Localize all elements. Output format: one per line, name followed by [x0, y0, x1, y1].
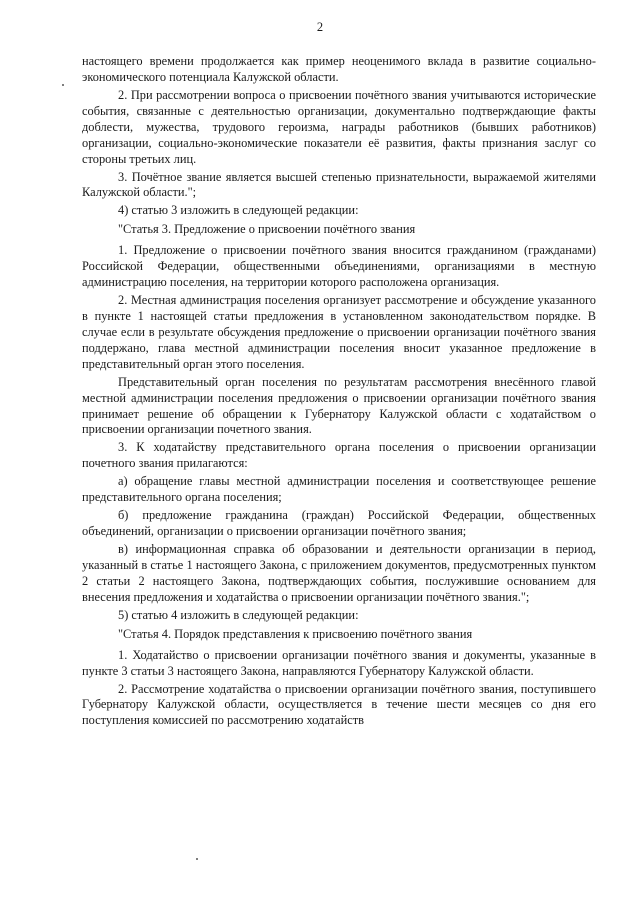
- article-4-heading: "Статья 4. Порядок представления к присвоению почётного звания: [118, 626, 473, 641]
- paragraph-continuation: настоящего времени продолжается как пример неоценимого вклада в развитие социально-экономического потенциала Калужской области.: [82, 54, 596, 84]
- paragraph-article4-item2: 2. Рассмотрение ходатайства о присвоении организации почётного звания, поступившего Губернатору Калужской области, осуществляется в течение шести месяцев со дня его поступления комиссией по рассмотрению ходатайств: [82, 681, 596, 728]
- paragraph-article4-item1: 1. Ходатайство о присвоении организации почётного звания и документы, указанные в пункте 3 статьи 3 настоящего Закона, направляются Губернатору Калужской области.: [82, 647, 596, 678]
- list-item-b: б) предложение гражданина (граждан) Российской Федерации, общественных объединений, организации о присвоении организации почётного звания;: [82, 508, 596, 539]
- paragraph-article2-item2: 2. При рассмотрении вопроса о присвоении почётного звания учитываются исторические события, связанные с деятельностью организации, документально подтверждающие факты доблести, мужества, трудового героизма, награды работников (бывших работников) организации, социально-экономические показатели её развития, факты признания заслуг со стороны третьих лиц.: [82, 87, 596, 166]
- scan-speck: [62, 84, 64, 86]
- paragraph-article3-item3: 3. К ходатайству представительного органа поселения о присвоении организации почетного звания прилагаются:: [82, 440, 596, 471]
- paragraph-article3-representative: Представительный орган поселения по результатам рассмотрения внесённого главой местной администрации поселения предложения о присвоении организации почётного звания принимает решение об обращении к Губернатору Калужской области с ходатайством о присвоении организации почетного звания.: [82, 374, 596, 437]
- paragraph-amendment-5: 5) статью 4 изложить в следующей редакции:: [118, 607, 359, 622]
- scan-speck: [196, 858, 198, 860]
- page-number: 2: [316, 20, 324, 34]
- paragraph-article3-item1: 1. Предложение о присвоении почётного звания вносится гражданином (гражданами) Российской Федерации, общественными объединениями, организациями в местную администрацию поселения, на территории которого расположена организация.: [82, 243, 596, 290]
- paragraph-article2-item3: 3. Почётное звание является высшей степенью признательности, выражаемой жителями Калужской области.";: [82, 169, 596, 200]
- list-item-c: в) информационная справка об образовании и деятельности организации в период, указанный в статье 1 настоящего Закона, с приложением документов, предусмотренных пунктом 2 статьи 2 настоящего Закона, подтверждающих события, послужившие основанием для внесения предложения и ходатайства о присвоении организации почётного звания.";: [82, 542, 596, 604]
- list-item-a: а) обращение главы местной администрации поселения и соответствующее решение представительного органа поселения;: [82, 474, 596, 505]
- document-body: [82, 54, 596, 731]
- paragraph-article3-item2: 2. Местная администрация поселения организует рассмотрение и обсуждение указанного в пункте 1 настоящей статьи предложения в установленном законодательством порядке. В случае если в результате обсуждения предложение о присвоении организации почётного звания поддержано, глава местной администрации поселения вносит указанное предложение в представительный орган этого поселения.: [82, 293, 596, 371]
- article-3-heading: "Статья 3. Предложение о присвоении почётного звания: [118, 222, 416, 237]
- paragraph-amendment-4: 4) статью 3 изложить в следующей редакции:: [118, 203, 359, 218]
